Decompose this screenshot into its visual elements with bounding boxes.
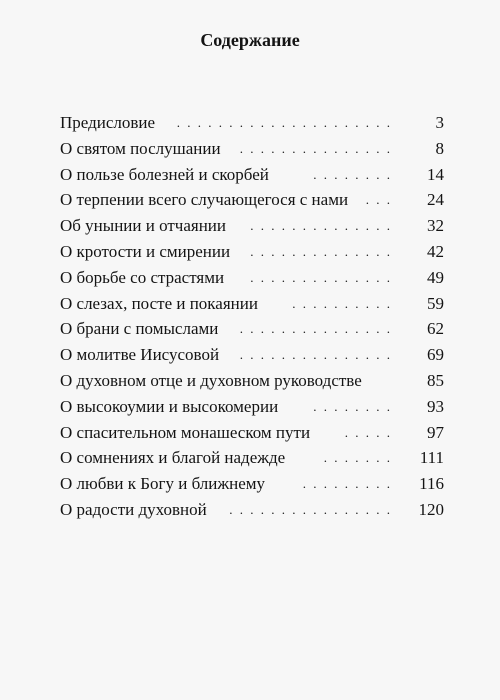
toc-page-number: 62 <box>427 319 444 339</box>
toc-page-number: 59 <box>427 293 444 313</box>
toc-leader-dots: . . . . . . . . <box>313 398 392 414</box>
toc-page-number: 120 <box>418 499 444 519</box>
toc-entry-title: О кротости и смирении <box>60 241 231 261</box>
toc-entry-title: О любви к Богу и ближнему <box>60 474 266 494</box>
toc-page-number: 69 <box>427 345 444 365</box>
toc-page-number: 93 <box>427 396 444 416</box>
toc-leader-dots: . . . . . . . . . . . . . . <box>250 243 392 259</box>
toc-entry <box>60 342 444 368</box>
toc-entry <box>60 445 444 471</box>
page-title: Содержание <box>200 30 300 50</box>
toc-entry <box>60 497 444 523</box>
toc-entry <box>60 239 444 265</box>
toc-entry <box>60 136 444 162</box>
toc-entry <box>60 187 444 213</box>
toc-leader-dots: . . . . . <box>344 424 392 440</box>
toc-leader-dots: . . . . . . . . . . . . . . <box>250 269 392 285</box>
toc-page-number: 111 <box>419 448 444 468</box>
toc-page-number: 3 <box>435 113 444 132</box>
toc-entry-title: О пользе болезней и скорбей <box>60 164 269 184</box>
toc-leader-dots: . . . . . . . . . . . . . . . <box>239 140 392 156</box>
toc-entry <box>60 394 444 420</box>
toc-leader-dots: . . . . . . . . . . . . . . . . . . . . . <box>176 115 392 130</box>
toc-leader-dots: . . . . . . . . <box>313 166 392 182</box>
toc-page-number: 32 <box>427 216 444 236</box>
toc-entry-title: Предисловие <box>60 113 156 132</box>
toc-entry <box>60 420 444 446</box>
toc-entry <box>60 110 444 136</box>
toc-entry-title: О сомнениях и благой надежде <box>60 448 286 468</box>
toc-entry <box>60 265 444 291</box>
toc-entry-title: О слезах, посте и покаянии <box>60 293 258 313</box>
toc-entry <box>60 291 444 317</box>
toc-entry-title: Об унынии и отчаянии <box>60 216 226 236</box>
toc-entry <box>60 213 444 239</box>
toc-page-number: 97 <box>427 422 444 442</box>
toc-page-number: 8 <box>435 138 444 158</box>
toc-page-number: 116 <box>419 474 444 494</box>
toc-entry-title: О терпении всего случающегося с нами <box>60 190 349 210</box>
toc-page-number: 49 <box>427 267 444 287</box>
toc-leader-dots: . . . . . . . <box>323 450 392 466</box>
toc-leader-dots: . . . <box>365 192 392 208</box>
toc-entry-title: О радости духовной <box>60 499 207 519</box>
toc-entry <box>60 368 444 394</box>
toc-entry <box>60 162 444 188</box>
toc-page-number: 42 <box>427 241 444 261</box>
toc-page-number: 85 <box>427 370 444 390</box>
toc-entry-title: О борьбе со страстями <box>60 267 225 287</box>
toc-page-number: 14 <box>427 164 444 184</box>
toc-entry-title: О высокоумии и высокомерии <box>60 396 279 416</box>
toc-entry-title: О брани с помыслами <box>60 319 219 339</box>
toc-leader-dots: . . . . . . . . . . . . . . . <box>239 347 392 363</box>
toc-leader-dots: . . . . . . . . . <box>302 476 392 492</box>
toc-entry-title: О молитве Иисусовой <box>60 345 220 365</box>
toc-page-number: 24 <box>427 190 444 210</box>
toc-entry-title: О святом послушании <box>60 138 221 158</box>
toc-entry-title: О спасительном монашеском пути <box>60 422 311 442</box>
toc-leader-dots: . . . . . . . . . . <box>292 295 392 311</box>
toc-entry <box>60 316 444 342</box>
toc-entry-title: О духовном отце и духовном руководстве <box>60 370 362 390</box>
toc-leader-dots: . . . . . . . . . . . . . . . . <box>229 501 392 517</box>
toc-leader-dots: . . . . . . . . . . . . . . <box>250 218 392 234</box>
table-of-contents <box>60 110 444 523</box>
toc-entry <box>60 471 444 497</box>
toc-leader-dots: . . . . . . . . . . . . . . . <box>239 321 392 337</box>
